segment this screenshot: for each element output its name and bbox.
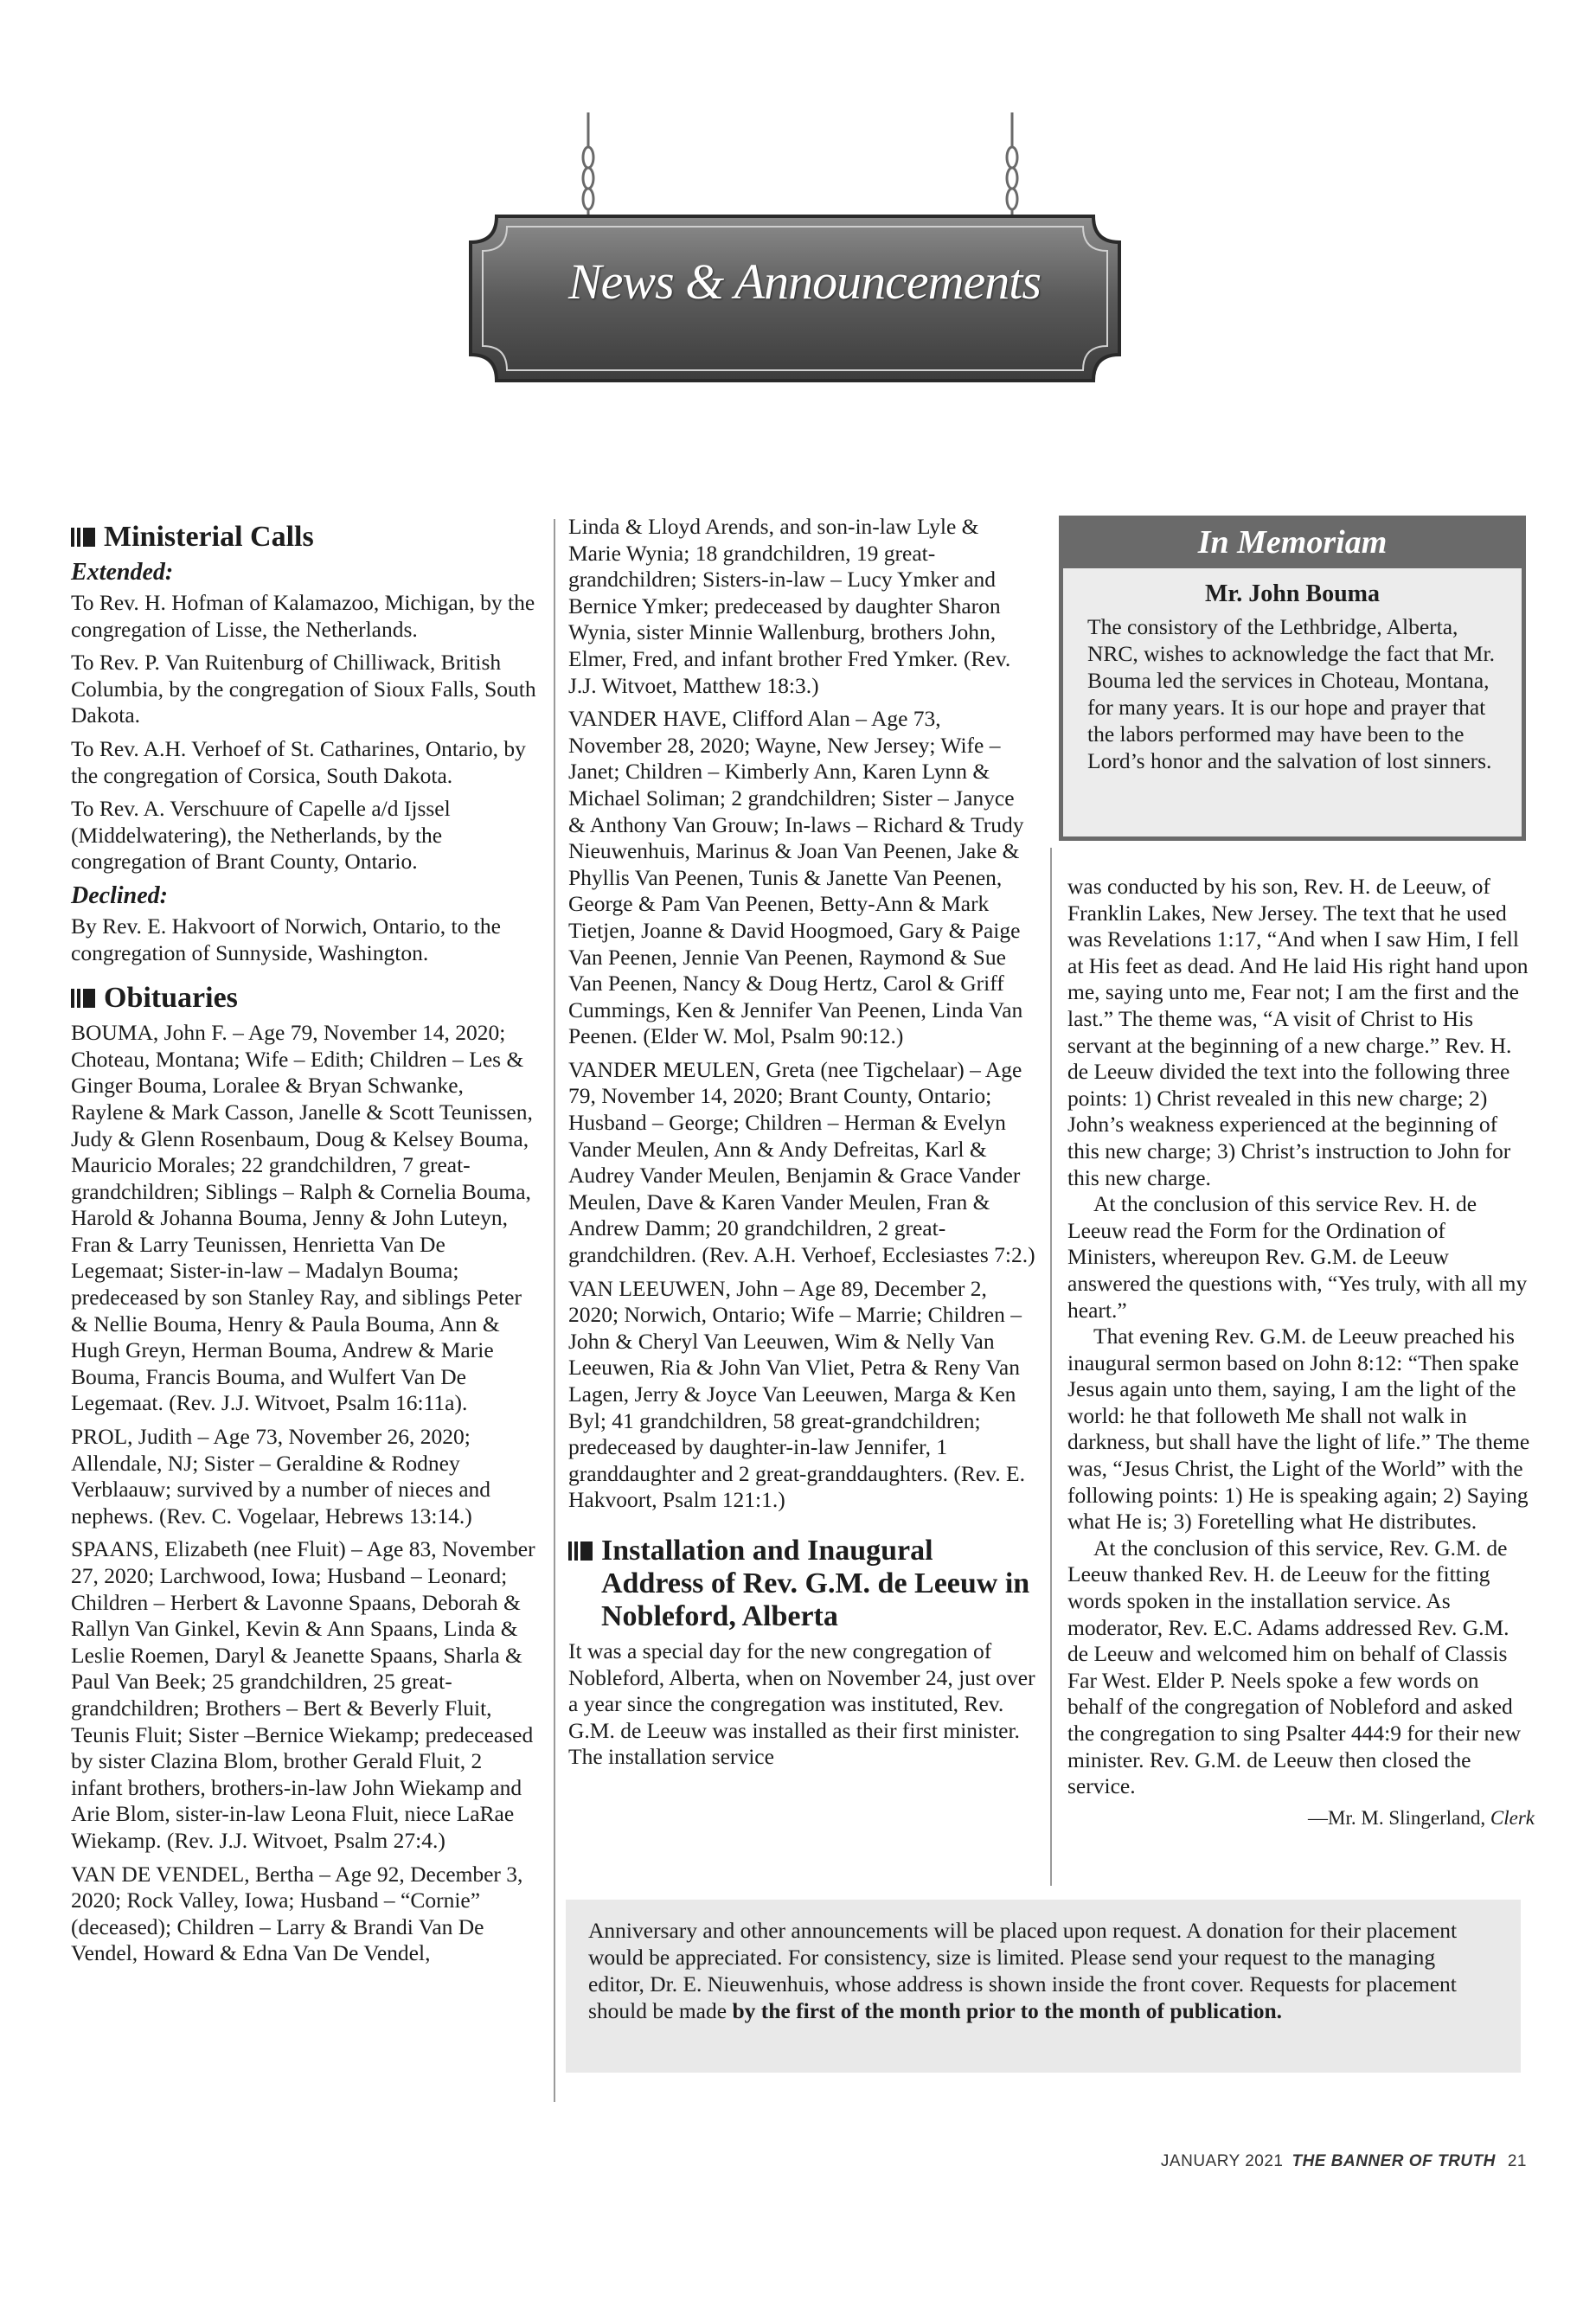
section-bars-icon — [71, 989, 95, 1008]
installation-paragraph: was conducted by his son, Rev. H. de Leeuw, of Franklin Lakes, New Jersey. The text that he used was Revelations 1:17, “And when I saw Him, I fell at His feet as dead. And He laid His right hand upon me, saying unto me, Fear not; I am the first and the last.” The theme was, “A visit of Christ to His servant at the beginning of a new charge.” Rev. H. de Leeuw divided the text into the following three points: 1) Christ revealed in this new charge; 2) John’s weakness experienced at the beginning of this new charge; 3) Christ’s instruction to John for this new charge. — [1067, 874, 1529, 1190]
declined-label: Declined: — [71, 881, 168, 909]
call-entry: To Rev. H. Hofman of Kalamazoo, Michigan, by the congregation of Lisse, the Netherlands. — [71, 590, 535, 642]
chain-right — [1007, 112, 1017, 218]
call-entry: To Rev. P. Van Ruitenburg of Chilliwack, British Columbia, by the congregation of Sioux Falls, South Dakota. — [71, 650, 536, 728]
section-bars-icon — [71, 528, 95, 547]
announcement-notice — [566, 1900, 1521, 2073]
column-rule-1 — [554, 519, 555, 2102]
section-heading-installation: Installation and Inaugural Address of Rev. G.M. de Leeuw in Nobleford, Alberta — [568, 1535, 1035, 1633]
notice-text: Anniversary and other announcements will be placed upon request. A donation for their placement would be appreciated. For consistency, size is limited. Please send your request to the managing editor, Dr. E. Nieuwenhuis, whose address is shown inside the front cover. Requests for placement should be made — [588, 1918, 1458, 2023]
obituary-entry: PROL, Judith – Age 73, November 26, 2020; Allendale, NJ; Sister – Geraldine & Rodney Verblaauw; survived by a number of nieces and nephews. (Rev. C. Vogelaar, Hebrews 13:14.) — [71, 1424, 491, 1529]
section-bars-icon — [568, 1541, 593, 1561]
obituary-entry: VANDER MEULEN, Greta (nee Tigchelaar) – Age 79, November 14, 2020; Brant County, Ontario; Husband – George; Children – Herman & Evelyn Vander Meulen, Ann & Andy Defreitas, Karl & Audrey Vander Meulen, Benjamin & Grace Vander Meulen, Dave & Karen Vander Meulen, Fran & Andrew Damm; 20 grandchildren, 2 great-grandchildren. (Rev. A.H. Verhoef, Ecclesiastes 7:2.) — [568, 1056, 1035, 1268]
page-title: News & Announcements — [568, 253, 1041, 310]
header-sign — [467, 112, 1125, 407]
column-1 — [71, 514, 538, 1974]
call-entry: By Rev. E. Hakvoort of Norwich, Ontario, to the congregation of Sunnyside, Washington. — [71, 913, 501, 965]
installation-paragraph: At the conclusion of this service, Rev. G.M. de Leeuw thanked Rev. H. de Leeuw for the fitting words spoken in the installation service. As moderator, Rev. E.C. Adams addressed Rev. G.M. de Leeuw and welcomed him on behalf of Classis Far West. Elder P. Neels spoke a few words on behalf of the congregation of Nobleford and asked the congregation to sing Psalter 444:9 for their new minister. Rev. G.M. de Leeuw then closed the service. — [1067, 1535, 1522, 1799]
section-heading-ministerial-calls: Ministerial Calls — [71, 521, 538, 554]
extended-label: Extended: — [71, 559, 174, 586]
obituary-entry: VAN LEEUWEN, John – Age 89, December 2, 2020; Norwich, Ontario; Wife – Marrie; Children – John & Cheryl Van Leeuwen, Wim & Nelly Van Leeuwen, Ria & John Van Vliet, Petra & Reny Van Lagen, Jerry & Joyce Van Leeuwen, Marga & Ken Byl; 41 grandchildren, 58 great-grandchildren; predeceased by daughter-in-law Jennifer, 1 granddaughter and 2 great-granddaughters. (Rev. E. Hakvoort, Psalm 121:1.) — [568, 1275, 1025, 1513]
footer-magazine: THE BANNER OF TRUTH — [1292, 2152, 1496, 2170]
obituary-entry: SPAANS, Elizabeth (nee Fluit) – Age 83, November 27, 2020; Larchwood, Iowa; Husband – Leonard; Children – Herbert & Lavonne Spaans, Deborah & Rallyn Van Ginkel, Kevin & Ann Spaans, Linda & Leslie Roemen, Daryl & Jeanette Spaans, Sharla & Paul Van Beek; 25 grandchildren, 25 great-grandchildren; Brothers – Bert & Beverly Fluit, Teunis Fluit; Sister –Bernice Wiekamp; predeceased by sister Clazina Blom, brother Gerald Fluit, 2 infant brothers, brothers-in-law John Wiekamp and Arie Blom, sister-in-law Leona Fluit, niece LaRae Wiekamp. (Rev. J.J. Witvoet, Psalm 27:4.) — [71, 1536, 535, 1853]
memoriam-text: The consistory of the Lethbridge, Alberta, NRC, wishes to acknowledge the fact that Mr. Bouma led the services in Choteau, Montana, for many years. It is our hope and prayer that the labors performed may have been to the Lord’s honor and the salvation of lost sinners. — [1087, 614, 1495, 773]
installation-intro: It was a special day for the new congregation of Nobleford, Alberta, when on November 24, just over a year since the congregation was instituted, Rev. G.M. de Leeuw was installed as their first minister. The installation service — [568, 1638, 1035, 1770]
section-heading-obituaries: Obituaries — [71, 982, 538, 1015]
footer-date: JANUARY 2021 — [1160, 2152, 1284, 2170]
obituary-entry: BOUMA, John F. – Age 79, November 14, 2020; Choteau, Montana; Wife – Edith; Children – Les & Ginger Bouma, Loralee & Bryan Schwanke, Raylene & Mark Casson, Janelle & Scott Teunissen, Judy & Glenn Rosenbaum, Doug & Kelsey Bouma, Mauricio Morales; 22 grandchildren, 7 great-grandchildren; Siblings – Ralph & Cornelia Bouma, Harold & Johanna Bouma, Jenny & John Luteyn, Fran & Larry Teunissen, Henrietta Van De Legemaat; Sister-in-law – Madalyn Bouma; predeceased by son Stanley Ray, and siblings Peter & Nellie Bouma, Henry & Paula Bouma, Ann & Hugh Greyn, Herman Bouma, Andrew & Marie Bouma, Francis Bouma, and Wulfert Van De Legemaat. (Rev. J.J. Witvoet, Psalm 16:11a). — [71, 1020, 533, 1416]
memoriam-name: Mr. John Bouma — [1204, 580, 1380, 607]
column-2 — [568, 514, 1035, 1778]
page-number: 21 — [1507, 2152, 1527, 2170]
installation-paragraph: That evening Rev. G.M. de Leeuw preached his inaugural sermon based on John 8:12: “Then spake Jesus again unto them, saying, I am the light of the world: he that followeth Me shall not walk in darkness, but shall have the light of life.” The theme was, “Jesus Christ, the Light of the World” with the following points: 1) He is speaking again; 2) Saying what He is; 3) Foretelling what He distributes. — [1067, 1324, 1530, 1535]
column-3 — [1067, 874, 1535, 1831]
memoriam-heading: In Memoriam — [1063, 520, 1522, 568]
obituary-entry: VANDER HAVE, Clifford Alan – Age 73, November 28, 2020; Wayne, New Jersey; Wife – Janet; Children – Kimberly Ann, Karen Lynn & Michael Soliman; 2 grandchildren; Sister – Janyce & Anthony Van Grouw; In-laws – Richard & Trudy Nieuwenhuis, Marinus & Joan Van Peenen, Jake & Phyllis Van Peenen, Tunis & Janette Van Peenen, George & Pam Van Peenen, Betty-Ann & Mark Tietjen, Joanne & David Hoogmoed, Gary & Paige Van Peenen, Jennie Van Peenen, Raymond & Sue Van Peenen, Nancy & Doug Hertz, Carol & Griff Cummings, Ken & Jennifer Van Peenen, Linda Van Peenen. (Elder W. Mol, Psalm 90:12.) — [568, 706, 1024, 1049]
call-entry: To Rev. A.H. Verhoef of St. Catharines, Ontario, by the congregation of Corsica, South Dakota. — [71, 735, 526, 788]
column-rule-2 — [1050, 848, 1052, 1886]
notice-bold: by the first of the month prior to the month of publication. — [732, 1998, 1283, 2023]
call-entry: To Rev. A. Verschuure of Capelle a/d Ijssel (Middelwatering), the Netherlands, by the congregation of Brant County, Ontario. — [71, 796, 451, 875]
obituary-entry: Linda & Lloyd Arends, and son-in-law Lyle & Marie Wynia; 18 grandchildren, 19 great-grandchildren; Sisters-in-law – Lucy Ymker and Bernice Ymker; predeceased by daughter Sharon Wynia, sister Minnie Wallenburg, brothers John, Elmer, Fred, and infant brother Fred Ymker. (Rev. J.J. Witvoet, Matthew 18:3.) — [568, 514, 1011, 698]
installation-paragraph: At the conclusion of this service Rev. H. de Leeuw read the Form for the Ordination of Ministers, whereupon Rev. G.M. de Leeuw answered the questions with, “Yes truly, with all my heart.” — [1067, 1191, 1528, 1323]
memoriam-box — [1059, 516, 1526, 841]
page-footer — [1161, 2152, 1527, 2171]
chain-left — [583, 112, 593, 218]
signature: —Mr. M. Slingerland, Clerk — [1308, 1806, 1535, 1829]
obituary-entry: VAN DE VENDEL, Bertha – Age 92, December 3, 2020; Rock Valley, Iowa; Husband – “Cornie” (deceased); Children – Larry & Brandi Van De Vendel, Howard & Edna Van De Vendel, — [71, 1861, 523, 1966]
